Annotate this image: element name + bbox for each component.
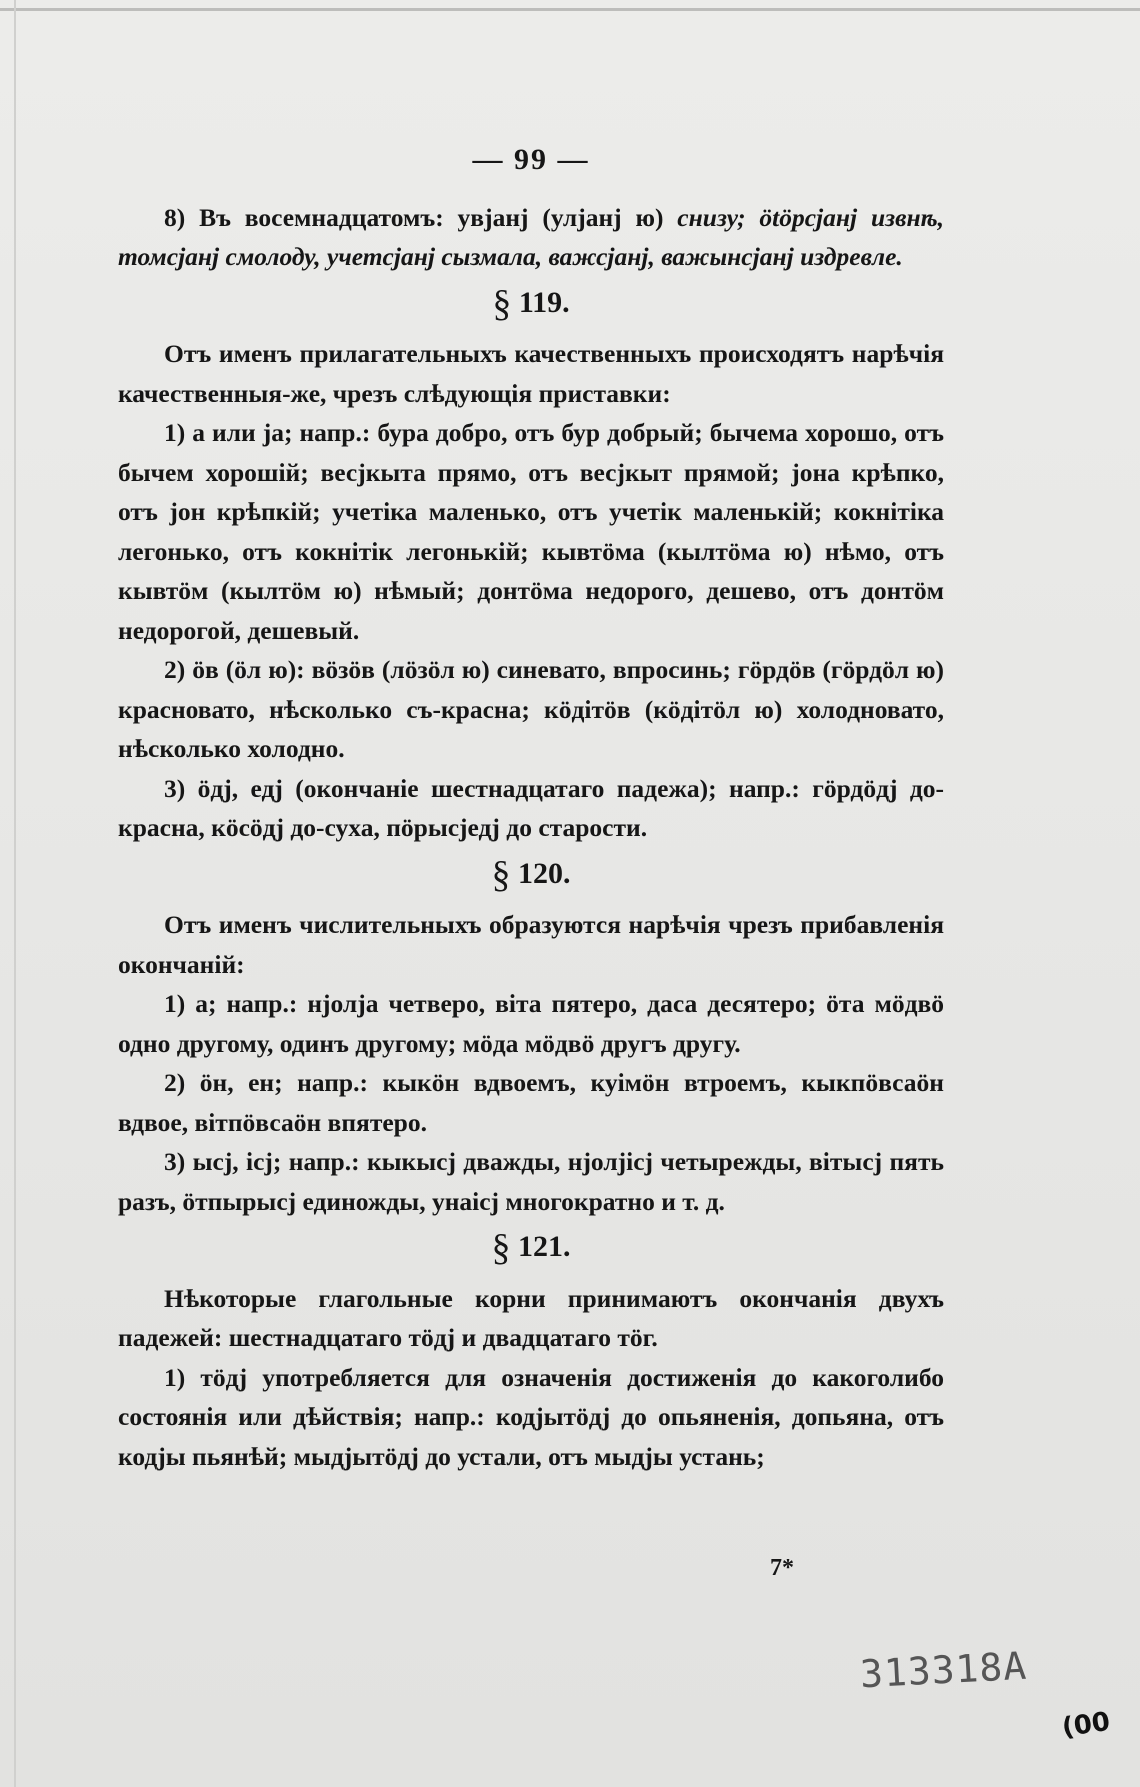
section-121-number: 121. (518, 1230, 571, 1263)
section-119-number: 119. (518, 285, 570, 319)
page-text (118, 140, 944, 1476)
paragraph-119-item-1: 1) а или ја; напр.: бура добро, отъ бур добрый; бычема хорошо, отъ бычем хорошій; весјкыта прямо, отъ весјкыт прямой; јона крѣпко, отъ јон крѣпкій; учетіка маленько, отъ учетік маленькій; кокнітіка легонько, отъ кокнітік легонькій; кывтöма (кылтöма ю) нѣмо, отъ кывтöм (кылтöм ю) нѣмый; донтöма недорого, дешево, отъ донтöм недорогой, дешевый. (118, 418, 944, 645)
section-sign-icon: § (491, 1227, 511, 1269)
section-119-heading (118, 283, 944, 325)
section-sign-icon: § (492, 282, 512, 325)
paragraph-120-item-3: 3) ысј, ісј; напр.: кыкысј дважды, нјолјісј четырежды, вітысј пять разъ, öтпырысј единожды, унаісј многократно и т. д. (118, 1147, 944, 1216)
paragraph-119-item-2: 2) öв (öл ю): вöзöв (лöзöл ю) синевато, впросинь; гöрдöв (гöрдöл ю) красновато, нѣсколько съ-красна; кöдітöв (кöдітöл ю) холодновато, нѣсколько холодно. (118, 655, 944, 763)
section-121-heading (118, 1227, 944, 1269)
section-sign-icon: § (491, 853, 511, 896)
paragraph-119-item-3: 3) öдј, едј (окончаніе шестнадцатаго падежа); напр.: гöрдöдј до-красна, кöсöдј до-суха, пöрысједј до старости. (118, 773, 944, 842)
paragraph-120-item-1: 1) а; напр.: нјолја четверо, віта пятеро, даса десятеро; öта мöдвö одно другому, одинъ другому; мöда мöдвö другъ другу. (118, 989, 944, 1058)
paragraph-8-lead: 8) Въ восемнадцатомъ: увјанј (улјанј ю) (164, 202, 678, 232)
page-number: — 99 — (472, 143, 590, 176)
section-120-number: 120. (518, 856, 571, 890)
paragraph-8 (118, 198, 944, 277)
paragraph-121-item-1: 1) тöдј употребляется для означенія достиженія до какоголибо состоянія или дѣйствія; напр.: кодјытöдј до опьяненія, допьяна, отъ кодјы пьянѣй; мыдјытöдј до устали, отъ мыдјы устань; (118, 1362, 944, 1471)
paragraph-121-intro: Нѣкоторые глагольные корни принимаютъ окончанія двухъ падежей: шестнадцатаго тöдј и двадцатаго тöг. (118, 1283, 944, 1352)
paragraph-120-intro: Отъ именъ числительныхъ образуются нарѣчія чрезъ прибавленія окончаній: (118, 910, 944, 979)
printer-signature-mark: 7* (770, 1555, 794, 1581)
paragraph-120-item-2: 2) öн, ен; напр.: кыкöн вдвоемъ, куімöн втроемъ, кыкпöвсаöн вдвое, вітпöвсаöн впятеро. (118, 1068, 944, 1137)
scan-edge-top (0, 8, 1140, 11)
paragraph-119-intro: Отъ именъ прилагательныхъ качественныхъ происходятъ нарѣчія качественныя-же, чрезъ слѣдующія приставки: (118, 339, 944, 408)
scan-edge-left (14, 0, 16, 1787)
library-stamp-number: 313318A (858, 1643, 1029, 1697)
library-stamp-fragment: (00 (1060, 1706, 1112, 1744)
section-120-heading (118, 854, 944, 896)
paragraph-8-rest: снизу; ötöрсјанј извнѣ, томсјанј смолоду, учетсјанј сызмала, важсјанј, важынсјанј издревле. (118, 202, 945, 271)
